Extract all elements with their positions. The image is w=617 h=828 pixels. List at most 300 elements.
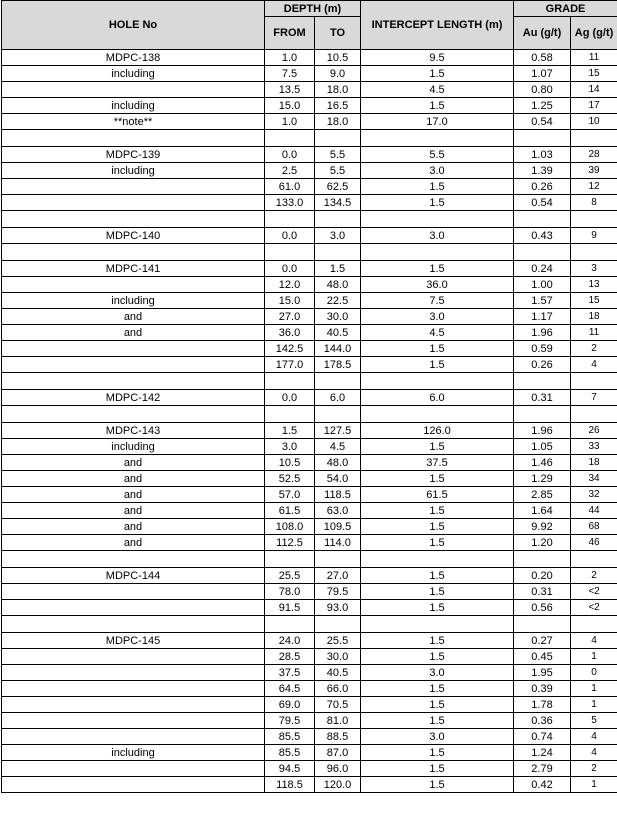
intercept-cell: 4.5 [361, 82, 514, 98]
intercept-cell: 4.5 [361, 325, 514, 341]
to-cell: 27.0 [315, 568, 361, 584]
from-cell: 57.0 [265, 487, 315, 503]
ag-cell [571, 211, 617, 228]
ag-cell: 2 [571, 761, 617, 777]
au-cell: 0.58 [514, 50, 571, 66]
to-cell: 16.5 [315, 98, 361, 114]
to-cell: 96.0 [315, 761, 361, 777]
ag-cell: 14 [571, 82, 617, 98]
from-cell: 108.0 [265, 519, 315, 535]
table-row [2, 261, 617, 277]
to-cell: 62.5 [315, 179, 361, 195]
intercept-cell: 1.5 [361, 357, 514, 373]
to-cell: 66.0 [315, 681, 361, 697]
from-cell [265, 130, 315, 147]
table-row [2, 341, 617, 357]
to-cell: 88.5 [315, 729, 361, 745]
ag-cell [571, 373, 617, 390]
ag-cell: 4 [571, 729, 617, 745]
to-cell: 81.0 [315, 713, 361, 729]
hole-cell [2, 244, 265, 261]
hole-cell: and [2, 309, 265, 325]
to-cell [315, 211, 361, 228]
intercept-cell: 7.5 [361, 293, 514, 309]
au-cell [514, 211, 571, 228]
to-cell [315, 244, 361, 261]
intercept-cell: 1.5 [361, 195, 514, 211]
hole-cell: **note** [2, 114, 265, 130]
from-cell: 0.0 [265, 228, 315, 244]
table-row [2, 195, 617, 211]
intercept-cell: 1.5 [361, 600, 514, 616]
to-cell: 40.5 [315, 665, 361, 681]
hole-cell: and [2, 487, 265, 503]
table-row [2, 309, 617, 325]
table-row [2, 665, 617, 681]
au-cell: 1.20 [514, 535, 571, 551]
from-cell: 94.5 [265, 761, 315, 777]
intercept-cell: 17.0 [361, 114, 514, 130]
hole-cell [2, 277, 265, 293]
from-cell [265, 551, 315, 568]
to-cell [315, 616, 361, 633]
ag-cell: 1 [571, 649, 617, 665]
au-cell: 0.45 [514, 649, 571, 665]
from-cell: 25.5 [265, 568, 315, 584]
intercept-cell [361, 406, 514, 423]
table-row [2, 211, 617, 228]
table-row [2, 130, 617, 147]
hole-cell: MDPC-138 [2, 50, 265, 66]
ag-cell [571, 616, 617, 633]
from-cell [265, 406, 315, 423]
ag-cell: 1 [571, 697, 617, 713]
to-cell: 118.5 [315, 487, 361, 503]
ag-cell: 9 [571, 228, 617, 244]
ag-cell [571, 130, 617, 147]
intercept-cell [361, 211, 514, 228]
au-cell: 0.24 [514, 261, 571, 277]
au-cell: 1.17 [514, 309, 571, 325]
depth-header: DEPTH (m) [265, 1, 361, 17]
hole-cell: MDPC-139 [2, 147, 265, 163]
drill-results-table [1, 0, 617, 793]
hole-cell [2, 82, 265, 98]
from-cell: 1.0 [265, 114, 315, 130]
ag-cell: 1 [571, 777, 617, 793]
hole-cell: MDPC-140 [2, 228, 265, 244]
table-row [2, 455, 617, 471]
from-cell [265, 616, 315, 633]
intercept-cell: 1.5 [361, 649, 514, 665]
au-cell: 9.92 [514, 519, 571, 535]
to-cell: 48.0 [315, 455, 361, 471]
hole-cell [2, 357, 265, 373]
table-row [2, 228, 617, 244]
hole-cell [2, 681, 265, 697]
ag-cell: 17 [571, 98, 617, 114]
table-row [2, 551, 617, 568]
hole-cell [2, 584, 265, 600]
intercept-cell [361, 551, 514, 568]
intercept-cell: 1.5 [361, 633, 514, 649]
au-cell: 0.80 [514, 82, 571, 98]
table-row [2, 729, 617, 745]
to-cell [315, 406, 361, 423]
au-cell: 1.96 [514, 325, 571, 341]
hole-cell [2, 777, 265, 793]
table-row [2, 147, 617, 163]
hole-cell: including [2, 98, 265, 114]
to-cell: 109.5 [315, 519, 361, 535]
intercept-cell: 5.5 [361, 147, 514, 163]
table-row [2, 535, 617, 551]
hole-cell: and [2, 325, 265, 341]
to-cell: 30.0 [315, 309, 361, 325]
intercept-cell [361, 244, 514, 261]
au-cell [514, 130, 571, 147]
intercept-cell [361, 373, 514, 390]
table-row [2, 423, 617, 439]
to-cell: 4.5 [315, 439, 361, 455]
to-cell: 79.5 [315, 584, 361, 600]
au-cell: 0.36 [514, 713, 571, 729]
au-cell: 0.39 [514, 681, 571, 697]
table-row [2, 244, 617, 261]
hole-cell: and [2, 503, 265, 519]
ag-cell: 10 [571, 114, 617, 130]
ag-cell [571, 244, 617, 261]
table-row [2, 163, 617, 179]
from-cell: 1.0 [265, 50, 315, 66]
to-cell: 40.5 [315, 325, 361, 341]
ag-cell: 4 [571, 745, 617, 761]
hole-cell: MDPC-144 [2, 568, 265, 584]
table-row [2, 373, 617, 390]
ag-cell: 18 [571, 309, 617, 325]
from-cell: 15.0 [265, 98, 315, 114]
ag-cell: 2 [571, 341, 617, 357]
table-row [2, 471, 617, 487]
au-cell: 1.39 [514, 163, 571, 179]
from-cell: 7.5 [265, 66, 315, 82]
intercept-cell: 3.0 [361, 228, 514, 244]
intercept-cell: 9.5 [361, 50, 514, 66]
ag-cell: 11 [571, 50, 617, 66]
hole-cell: and [2, 455, 265, 471]
table-row [2, 761, 617, 777]
ag-cell: 13 [571, 277, 617, 293]
to-cell: 30.0 [315, 649, 361, 665]
hole-cell [2, 130, 265, 147]
to-cell: 18.0 [315, 82, 361, 98]
intercept-cell: 1.5 [361, 66, 514, 82]
au-cell: 1.00 [514, 277, 571, 293]
ag-cell: 2 [571, 568, 617, 584]
hole-cell: and [2, 471, 265, 487]
au-cell: 0.43 [514, 228, 571, 244]
au-cell: 2.85 [514, 487, 571, 503]
au-cell: 0.31 [514, 584, 571, 600]
to-cell [315, 551, 361, 568]
from-cell: 36.0 [265, 325, 315, 341]
intercept-length-header: INTERCEPT LENGTH (m) [361, 1, 514, 50]
au-cell: 1.03 [514, 147, 571, 163]
to-cell: 6.0 [315, 390, 361, 406]
au-cell: 1.57 [514, 293, 571, 309]
hole-cell [2, 713, 265, 729]
intercept-cell [361, 616, 514, 633]
to-cell: 22.5 [315, 293, 361, 309]
ag-cell: 28 [571, 147, 617, 163]
intercept-cell: 1.5 [361, 713, 514, 729]
ag-cell: 44 [571, 503, 617, 519]
from-cell: 133.0 [265, 195, 315, 211]
ag-cell: 5 [571, 713, 617, 729]
intercept-cell: 1.5 [361, 697, 514, 713]
table-row [2, 584, 617, 600]
intercept-cell [361, 130, 514, 147]
from-cell: 2.5 [265, 163, 315, 179]
au-cell: 2.79 [514, 761, 571, 777]
to-cell: 134.5 [315, 195, 361, 211]
hole-cell [2, 665, 265, 681]
ag-cell: 32 [571, 487, 617, 503]
to-cell: 127.5 [315, 423, 361, 439]
au-cell: 1.78 [514, 697, 571, 713]
to-cell: 87.0 [315, 745, 361, 761]
table-body [2, 50, 617, 793]
au-cell: 0.31 [514, 390, 571, 406]
au-cell [514, 551, 571, 568]
au-cell [514, 373, 571, 390]
ag-header: Ag (g/t) [571, 17, 617, 50]
ag-cell: 7 [571, 390, 617, 406]
table-row [2, 325, 617, 341]
intercept-cell: 126.0 [361, 423, 514, 439]
intercept-cell: 36.0 [361, 277, 514, 293]
table-row [2, 745, 617, 761]
from-cell: 61.0 [265, 179, 315, 195]
table-row [2, 777, 617, 793]
au-cell: 1.25 [514, 98, 571, 114]
au-cell: 1.24 [514, 745, 571, 761]
intercept-cell: 3.0 [361, 309, 514, 325]
ag-cell [571, 406, 617, 423]
table-row [2, 66, 617, 82]
intercept-cell: 1.5 [361, 341, 514, 357]
au-cell: 0.20 [514, 568, 571, 584]
to-cell: 178.5 [315, 357, 361, 373]
from-cell: 0.0 [265, 390, 315, 406]
from-cell: 3.0 [265, 439, 315, 455]
from-cell: 1.5 [265, 423, 315, 439]
table-row [2, 179, 617, 195]
intercept-cell: 1.5 [361, 535, 514, 551]
from-cell: 27.0 [265, 309, 315, 325]
to-cell: 1.5 [315, 261, 361, 277]
from-cell: 112.5 [265, 535, 315, 551]
from-cell: 85.5 [265, 745, 315, 761]
au-cell: 1.95 [514, 665, 571, 681]
header-row-top [2, 1, 617, 17]
to-cell: 25.5 [315, 633, 361, 649]
ag-cell: <2 [571, 584, 617, 600]
hole-cell [2, 600, 265, 616]
au-cell [514, 616, 571, 633]
from-cell: 79.5 [265, 713, 315, 729]
table-row [2, 487, 617, 503]
au-cell: 0.42 [514, 777, 571, 793]
from-cell: 12.0 [265, 277, 315, 293]
table-row [2, 633, 617, 649]
from-cell: 64.5 [265, 681, 315, 697]
hole-cell: MDPC-143 [2, 423, 265, 439]
from-cell: 15.0 [265, 293, 315, 309]
au-cell: 0.54 [514, 114, 571, 130]
from-cell: 52.5 [265, 471, 315, 487]
table-row [2, 616, 617, 633]
to-cell: 93.0 [315, 600, 361, 616]
hole-cell [2, 373, 265, 390]
table-row [2, 600, 617, 616]
au-cell: 1.29 [514, 471, 571, 487]
au-cell: 0.59 [514, 341, 571, 357]
table-row [2, 98, 617, 114]
from-cell: 13.5 [265, 82, 315, 98]
table-row [2, 82, 617, 98]
intercept-cell: 3.0 [361, 163, 514, 179]
table-row [2, 681, 617, 697]
from-cell: 10.5 [265, 455, 315, 471]
hole-cell [2, 551, 265, 568]
hole-cell [2, 195, 265, 211]
ag-cell: 4 [571, 357, 617, 373]
from-cell: 118.5 [265, 777, 315, 793]
intercept-cell: 1.5 [361, 745, 514, 761]
hole-cell: and [2, 519, 265, 535]
to-cell: 114.0 [315, 535, 361, 551]
intercept-cell: 1.5 [361, 568, 514, 584]
table-row [2, 293, 617, 309]
au-cell [514, 406, 571, 423]
hole-cell: including [2, 745, 265, 761]
table-row [2, 519, 617, 535]
ag-cell: 4 [571, 633, 617, 649]
ag-cell: 0 [571, 665, 617, 681]
from-cell: 177.0 [265, 357, 315, 373]
ag-cell: 15 [571, 293, 617, 309]
to-cell: 10.5 [315, 50, 361, 66]
intercept-cell: 6.0 [361, 390, 514, 406]
to-cell: 54.0 [315, 471, 361, 487]
au-cell: 0.56 [514, 600, 571, 616]
ag-cell: 8 [571, 195, 617, 211]
ag-cell: 46 [571, 535, 617, 551]
grade-header: GRADE [514, 1, 617, 17]
from-cell [265, 211, 315, 228]
to-cell: 9.0 [315, 66, 361, 82]
from-cell: 0.0 [265, 147, 315, 163]
intercept-cell: 1.5 [361, 471, 514, 487]
intercept-cell: 3.0 [361, 665, 514, 681]
intercept-cell: 1.5 [361, 681, 514, 697]
ag-cell: 3 [571, 261, 617, 277]
to-cell: 5.5 [315, 163, 361, 179]
au-cell [514, 244, 571, 261]
hole-cell: MDPC-141 [2, 261, 265, 277]
from-cell: 61.5 [265, 503, 315, 519]
intercept-cell: 1.5 [361, 777, 514, 793]
hole-cell [2, 616, 265, 633]
hole-cell: MDPC-145 [2, 633, 265, 649]
ag-cell: <2 [571, 600, 617, 616]
au-cell: 0.54 [514, 195, 571, 211]
to-cell: 120.0 [315, 777, 361, 793]
hole-cell [2, 179, 265, 195]
intercept-cell: 1.5 [361, 439, 514, 455]
ag-cell: 15 [571, 66, 617, 82]
from-cell [265, 373, 315, 390]
ag-cell: 39 [571, 163, 617, 179]
to-header: TO [315, 17, 361, 50]
table-row [2, 406, 617, 423]
ag-cell: 26 [571, 423, 617, 439]
intercept-cell: 1.5 [361, 584, 514, 600]
to-cell: 5.5 [315, 147, 361, 163]
to-cell: 48.0 [315, 277, 361, 293]
table-row [2, 357, 617, 373]
hole-cell [2, 341, 265, 357]
from-cell: 0.0 [265, 261, 315, 277]
to-cell: 70.5 [315, 697, 361, 713]
au-cell: 0.27 [514, 633, 571, 649]
hole-cell: and [2, 535, 265, 551]
au-cell: 1.96 [514, 423, 571, 439]
from-cell: 142.5 [265, 341, 315, 357]
hole-no-header: HOLE No [2, 1, 265, 50]
intercept-cell: 1.5 [361, 503, 514, 519]
ag-cell: 18 [571, 455, 617, 471]
from-cell: 28.5 [265, 649, 315, 665]
intercept-cell: 1.5 [361, 519, 514, 535]
ag-cell [571, 551, 617, 568]
ag-cell: 12 [571, 179, 617, 195]
table-row [2, 439, 617, 455]
to-cell [315, 373, 361, 390]
from-cell: 91.5 [265, 600, 315, 616]
hole-cell [2, 211, 265, 228]
from-cell: 69.0 [265, 697, 315, 713]
ag-cell: 33 [571, 439, 617, 455]
ag-cell: 34 [571, 471, 617, 487]
hole-cell [2, 729, 265, 745]
hole-cell: including [2, 439, 265, 455]
from-cell: 78.0 [265, 584, 315, 600]
hole-cell: MDPC-142 [2, 390, 265, 406]
table-row [2, 50, 617, 66]
au-cell: 0.26 [514, 357, 571, 373]
hole-cell: including [2, 163, 265, 179]
from-cell [265, 244, 315, 261]
table-row [2, 114, 617, 130]
hole-cell [2, 697, 265, 713]
au-cell: 1.64 [514, 503, 571, 519]
from-cell: 37.5 [265, 665, 315, 681]
table-row [2, 503, 617, 519]
table-row [2, 649, 617, 665]
hole-cell [2, 761, 265, 777]
